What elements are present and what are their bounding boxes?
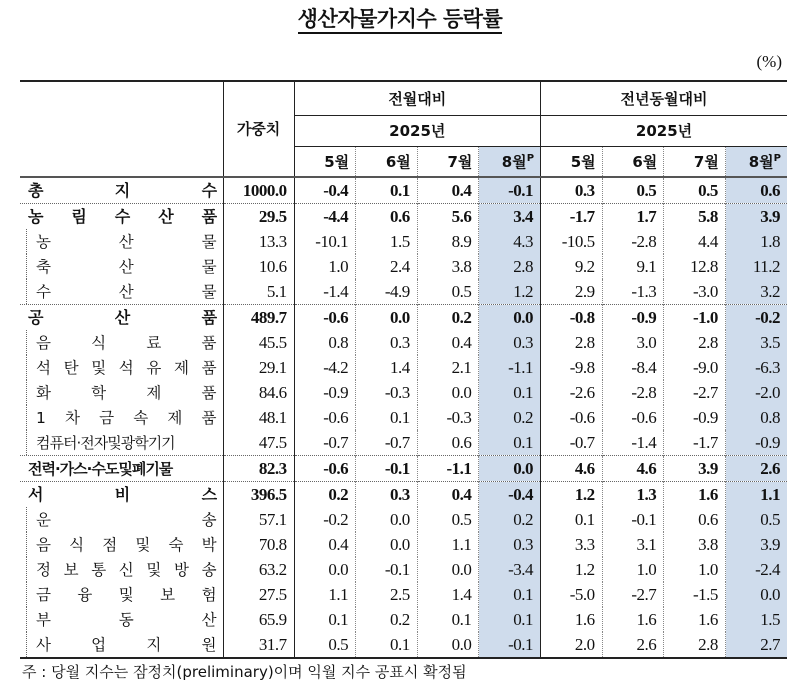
mom-value-cell: -4.2 [323,357,349,377]
yoy-value-cell: 4.4 [664,229,726,254]
mom-year: 2025년 [294,116,540,147]
mom-value-cell: 0.1 [479,582,541,607]
weight-cell: 45.5 [223,330,294,355]
table-row [20,330,787,355]
mom-value-cell: 0.0 [356,532,418,557]
yoy-value-cell: 3.8 [664,532,726,557]
month-label: 8월 [501,152,527,171]
mom-value-cell: -0.1 [479,632,541,658]
corner-cell [20,81,223,177]
weight-cell: 48.1 [223,405,294,430]
mom-value-cell: 5.6 [417,204,479,230]
yoy-value-cell: -3.0 [664,279,726,305]
row-label [20,582,223,607]
yoy-value-cell: 9.1 [602,254,664,279]
mom-value-cell: 1.1 [417,532,479,557]
mom-value-cell: -0.4 [479,482,541,508]
yoy-value-cell: 1.6 [664,482,726,508]
weight-cell: 84.6 [223,380,294,405]
mom-value-cell: -0.3 [417,405,479,430]
row-label [20,177,223,204]
mom-value-cell: 0.3 [356,330,418,355]
mom-value-cell: 0.4 [328,534,349,554]
yoy-value-cell: 3.9 [725,532,787,557]
row-label-text: 전력·가스·수도및폐기물 [28,459,173,478]
table-body [20,177,787,658]
row-label [20,355,223,380]
yoy-value-cell: 2.0 [541,632,603,658]
yoy-value-cell: 3.9 [664,456,726,482]
month-header [417,147,479,178]
month-label: 6월 [632,152,658,171]
yoy-value-cell: 0.0 [725,582,787,607]
row-label [20,254,223,279]
yoy-value-cell: -9.0 [664,355,726,380]
row-label-text: 축 산 물 [36,257,217,276]
yoy-value-cell: -2.6 [541,380,603,405]
yoy-value-cell: 1.3 [602,482,664,508]
row-label [20,229,223,254]
mom-value-cell: -0.1 [356,456,418,482]
yoy-value-cell: 2.8 [664,632,726,658]
weight-cell: 65.9 [223,607,294,632]
preliminary-mark: P [773,152,781,164]
yoy-value-cell: 2.7 [725,632,787,658]
weight-cell: 10.6 [223,254,294,279]
month-header [479,147,541,178]
row-label [20,330,223,355]
yoy-value-cell: 11.2 [725,254,787,279]
mom-value-cell: -0.7 [356,430,418,456]
yoy-value-cell: -10.5 [541,229,603,254]
mom-value-cell: 0.5 [417,279,479,305]
row-label-text: 음 식 점 및 숙 박 [36,535,217,554]
mom-value-cell: 4.3 [479,229,541,254]
row-label-text: 농 산 물 [36,232,217,251]
row-label-text: 농 림 수 산 품 [28,206,217,226]
yoy-value-cell: 2.6 [725,456,787,482]
table-row [20,507,787,532]
yoy-header: 전년동월대비 [541,81,787,116]
weight-cell: 5.1 [223,279,294,305]
yoy-value-cell: 1.2 [541,482,603,508]
mom-value-cell: -0.1 [479,177,541,204]
weight-cell: 70.8 [223,532,294,557]
mom-value-cell: 0.0 [356,305,418,331]
mom-value-cell: 0.3 [479,330,541,355]
table-row [20,607,787,632]
mom-value-cell: 0.1 [479,430,541,456]
row-label-text: 서 비 스 [28,484,217,504]
yoy-value-cell: 1.1 [725,482,787,508]
yoy-value-cell: 0.6 [725,177,787,204]
row-label [20,279,223,305]
mom-value-cell: 0.1 [479,607,541,632]
yoy-value-cell: 2.6 [602,632,664,658]
row-label-text: 부 동 산 [36,610,217,629]
yoy-value-cell: -0.8 [541,305,603,331]
row-label-text: 정 보 통 신 및 방 송 [36,560,217,579]
yoy-value-cell: 1.7 [602,204,664,230]
preliminary-mark: P [526,152,535,164]
yoy-value-cell: -0.7 [541,430,603,456]
weight-cell: 31.7 [223,632,294,658]
row-label-text: 금 융 및 보 험 [36,585,217,604]
row-label-text: 총 지 수 [28,180,217,200]
row-label-text: 1 차 금 속 제 품 [36,408,217,427]
mom-value-cell: -0.6 [294,305,356,331]
month-header [294,147,356,178]
mom-value-cell: 3.8 [417,254,479,279]
yoy-value-cell: 0.5 [602,177,664,204]
row-label-text: 컴퓨터·전자및광학기기 [36,433,175,452]
table-row [20,456,787,482]
table-row [20,279,787,305]
ppi-table [20,80,787,659]
mom-value-cell: -0.6 [294,456,356,482]
row-label [20,430,223,456]
yoy-value-cell: 0.8 [725,405,787,430]
mom-value-cell: 0.1 [356,405,418,430]
yoy-value-cell: 0.6 [664,507,726,532]
mom-header: 전월대비 [294,81,540,116]
mom-value-cell: 0.2 [417,305,479,331]
mom-value-cell: 1.4 [417,582,479,607]
yoy-year: 2025년 [541,116,787,147]
mom-value-cell: 0.5 [328,634,349,654]
yoy-value-cell: 4.6 [602,456,664,482]
yoy-value-cell: -1.7 [541,204,603,230]
weight-cell: 29.5 [223,204,294,230]
weight-cell: 27.5 [223,582,294,607]
month-label: 5월 [324,152,350,171]
mom-value-cell: 0.1 [356,177,418,204]
yoy-value-cell: 0.1 [541,507,603,532]
row-label-text: 공 산 품 [28,307,217,327]
mom-value-cell: 0.1 [356,632,418,658]
yoy-value-cell: 0.5 [725,507,787,532]
yoy-value-cell: 1.5 [725,607,787,632]
mom-value-cell: 0.0 [479,456,541,482]
mom-value-cell: 0.4 [417,482,479,508]
mom-value-cell: -1.1 [479,355,541,380]
mom-value-cell: 1.1 [328,584,349,604]
yoy-value-cell: 1.2 [541,557,603,582]
table-row [20,355,787,380]
yoy-value-cell: 1.6 [664,607,726,632]
mom-value-cell: 0.1 [328,609,349,629]
mom-value-cell: 2.5 [356,582,418,607]
mom-value-cell: -0.6 [323,407,349,427]
yoy-value-cell: 1.0 [602,557,664,582]
mom-value-cell: -3.4 [479,557,541,582]
table-row [20,405,787,430]
yoy-value-cell: -9.8 [541,355,603,380]
mom-value-cell: -10.1 [315,231,349,251]
mom-value-cell: 0.3 [479,532,541,557]
month-label: 7월 [447,152,473,171]
table-row [20,532,787,557]
weight-cell: 13.3 [223,229,294,254]
row-label-text: 화 학 제 품 [36,383,217,402]
yoy-value-cell: -1.3 [602,279,664,305]
yoy-value-cell: 3.1 [602,532,664,557]
yoy-value-cell: 1.6 [541,607,603,632]
mom-value-cell: 2.1 [417,355,479,380]
month-label: 5월 [570,152,596,171]
yoy-value-cell: 0.5 [664,177,726,204]
row-label [20,380,223,405]
mom-value-cell: -4.4 [294,204,356,230]
yoy-value-cell: 3.5 [725,330,787,355]
table-row [20,380,787,405]
title-text: 생산자물가지수 등락률 [298,7,503,34]
row-label [20,204,223,230]
row-label [20,456,223,482]
table-row [20,632,787,658]
mom-value-cell: 2.4 [356,254,418,279]
table-row [20,557,787,582]
mom-value-cell: -0.1 [356,557,418,582]
yoy-value-cell: -2.4 [725,557,787,582]
yoy-value-cell: 3.9 [725,204,787,230]
row-label [20,507,223,532]
mom-value-cell: -4.9 [356,279,418,305]
yoy-value-cell: 3.0 [602,330,664,355]
mom-value-cell: 0.0 [356,507,418,532]
row-label [20,482,223,508]
weight-cell: 47.5 [223,430,294,456]
yoy-value-cell: 12.8 [664,254,726,279]
mom-value-cell: 0.6 [356,204,418,230]
mom-value-cell: 0.5 [417,507,479,532]
yoy-value-cell: -0.9 [602,305,664,331]
mom-value-cell: 0.0 [479,305,541,331]
mom-value-cell: 1.4 [356,355,418,380]
yoy-value-cell: 2.8 [664,330,726,355]
mom-value-cell: 0.0 [417,380,479,405]
table-row [20,305,787,331]
mom-value-cell: 0.2 [294,482,356,508]
row-label [20,607,223,632]
table-row [20,229,787,254]
yoy-value-cell: 5.8 [664,204,726,230]
month-header [664,147,726,178]
mom-value-cell: 0.6 [417,430,479,456]
mom-value-cell: 3.4 [479,204,541,230]
mom-value-cell: 0.8 [328,332,349,352]
yoy-value-cell: -0.6 [602,405,664,430]
row-label-text: 석 탄 및 석 유 제 품 [36,358,217,377]
row-label [20,532,223,557]
yoy-value-cell: -0.1 [602,507,664,532]
yoy-value-cell: -8.4 [602,355,664,380]
yoy-value-cell: -0.6 [541,405,603,430]
yoy-value-cell: 9.2 [541,254,603,279]
row-label [20,632,223,658]
month-header [602,147,664,178]
yoy-value-cell: 4.6 [541,456,603,482]
yoy-value-cell: 2.8 [541,330,603,355]
mom-value-cell: 0.2 [479,507,541,532]
mom-value-cell: -0.3 [356,380,418,405]
table-row [20,177,787,204]
weight-cell: 396.5 [223,482,294,508]
weight-cell: 1000.0 [223,177,294,204]
mom-value-cell: 0.2 [479,405,541,430]
weight-cell: 82.3 [223,456,294,482]
mom-value-cell: 1.0 [328,256,349,276]
footnote: 주 : 당월 지수는 잠정치(preliminary)이며 익월 지수 공표시 확정됨 [22,663,467,681]
mom-value-cell: -1.1 [417,456,479,482]
month-header [725,147,787,178]
mom-value-cell: 0.4 [417,177,479,204]
yoy-value-cell: -6.3 [725,355,787,380]
table-row [20,204,787,230]
yoy-value-cell: 0.3 [541,177,603,204]
mom-value-cell: 0.3 [356,482,418,508]
yoy-value-cell: -2.7 [602,582,664,607]
yoy-value-cell: -0.9 [664,405,726,430]
yoy-value-cell: -2.0 [725,380,787,405]
mom-value-cell: 0.1 [417,607,479,632]
row-label-text: 사 업 지 원 [36,635,217,654]
mom-value-cell: 8.9 [417,229,479,254]
yoy-value-cell: -1.7 [664,430,726,456]
mom-value-cell: 0.2 [356,607,418,632]
yoy-value-cell: 1.8 [725,229,787,254]
yoy-value-cell: 2.9 [541,279,603,305]
yoy-value-cell: 1.6 [602,607,664,632]
mom-value-cell: 1.2 [479,279,541,305]
yoy-value-cell: -2.8 [602,380,664,405]
mom-value-cell: -0.2 [323,509,349,529]
yoy-value-cell: 3.3 [541,532,603,557]
yoy-value-cell: 3.2 [725,279,787,305]
row-label-text: 음 식 료 품 [36,333,217,352]
mom-value-cell: -0.9 [323,382,349,402]
mom-value-cell: 0.0 [328,559,349,579]
mom-value-cell: 0.1 [479,380,541,405]
month-label: 6월 [385,152,411,171]
weight-cell: 489.7 [223,305,294,331]
mom-value-cell: -0.4 [323,180,349,200]
table-row [20,582,787,607]
yoy-value-cell: -0.2 [725,305,787,331]
month-label: 7월 [693,152,719,171]
row-label-text: 수 산 물 [36,282,217,301]
yoy-value-cell: -2.8 [602,229,664,254]
weight-header: 가중치 [223,81,294,177]
mom-value-cell: -1.4 [323,281,349,301]
table-row [20,430,787,456]
yoy-value-cell: 1.0 [664,557,726,582]
weight-cell: 29.1 [223,355,294,380]
mom-value-cell: 0.4 [417,330,479,355]
yoy-value-cell: -1.4 [602,430,664,456]
month-label: 8월 [748,152,774,171]
yoy-value-cell: -1.5 [664,582,726,607]
month-header [541,147,603,178]
table-row [20,482,787,508]
yoy-value-cell: -0.9 [725,430,787,456]
month-header [356,147,418,178]
table-row [20,254,787,279]
row-label [20,557,223,582]
mom-value-cell: 0.0 [417,632,479,658]
mom-value-cell: 2.8 [479,254,541,279]
row-label [20,305,223,331]
yoy-value-cell: -1.0 [664,305,726,331]
mom-value-cell: 0.0 [417,557,479,582]
mom-value-cell: -0.7 [323,432,349,452]
row-label-text: 운 송 [36,510,217,529]
yoy-value-cell: -2.7 [664,380,726,405]
unit-label: (%) [756,52,782,71]
yoy-value-cell: -5.0 [541,582,603,607]
weight-cell: 63.2 [223,557,294,582]
weight-cell: 57.1 [223,507,294,532]
row-label [20,405,223,430]
mom-value-cell: 1.5 [356,229,418,254]
page-title [0,0,800,36]
